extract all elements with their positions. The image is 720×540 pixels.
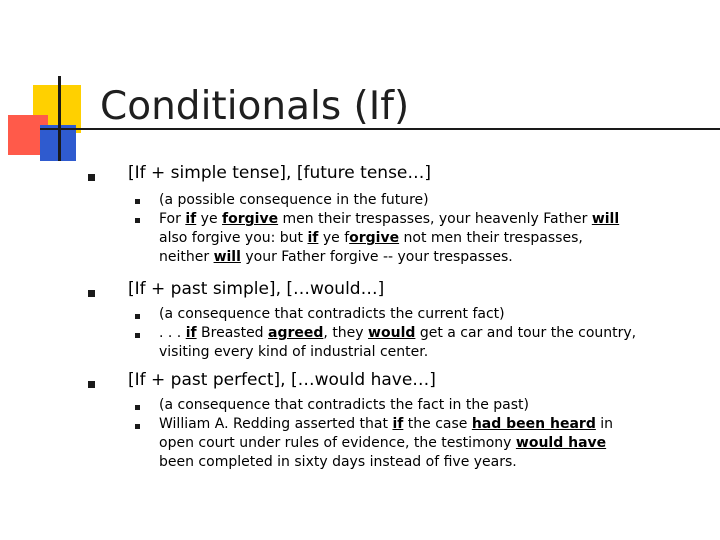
section-heading-3: [If + past perfect], […would have…] <box>128 370 436 390</box>
text-line: also forgive you: but if ye forgive not men their trespasses, <box>159 230 583 246</box>
emphasized-word: orgive <box>349 230 400 246</box>
emphasized-word: would <box>368 325 416 341</box>
decor-vertical-line <box>58 76 61 161</box>
section-heading-1: [If + simple tense], [future tense…] <box>128 163 432 183</box>
slide-title: Conditionals (If) <box>100 84 410 129</box>
emphasized-word: will <box>591 211 620 227</box>
sub-bullet-marker <box>135 424 140 429</box>
sub-bullet-marker <box>135 333 140 338</box>
section-heading-2: [If + past simple], […would…] <box>128 279 385 299</box>
text-line: been completed in sixty days instead of five years. <box>159 454 517 470</box>
emphasized-word: if <box>185 211 197 227</box>
sub-item-text: (a possible consequence in the future) <box>159 192 429 208</box>
emphasized-word: forgive <box>222 211 279 227</box>
bullet-marker <box>88 290 95 297</box>
sub-bullet-marker <box>135 405 140 410</box>
sub-item-text <box>159 210 619 267</box>
sub-bullet-marker <box>135 199 140 204</box>
text-line: neither will your Father forgive -- your trespasses. <box>159 249 513 265</box>
text-line: . . . if Breasted agreed, they would get a car and tour the country, <box>159 325 637 341</box>
emphasized-word: had been heard <box>471 416 596 432</box>
text-line: visiting every kind of industrial center. <box>159 344 429 360</box>
bullet-marker <box>88 381 95 388</box>
bullet-marker <box>88 174 95 181</box>
sub-bullet-marker <box>135 314 140 319</box>
text-line: open court under rules of evidence, the testimony would have <box>159 435 607 451</box>
text-line: For if ye forgive men their trespasses, your heavenly Father will <box>159 211 620 227</box>
emphasized-word: if <box>185 325 197 341</box>
emphasized-word: if <box>392 416 404 432</box>
emphasized-word: if <box>307 230 319 246</box>
emphasized-word: will <box>213 249 241 265</box>
sub-item-text: (a consequence that contradicts the current fact) <box>159 306 505 322</box>
sub-item-text <box>159 324 636 362</box>
emphasized-word: agreed <box>268 325 324 341</box>
text-line: William A. Redding asserted that if the case had been heard in <box>159 416 614 432</box>
emphasized-word: would have <box>515 435 607 451</box>
sub-bullet-marker <box>135 218 140 223</box>
sub-item-text: (a consequence that contradicts the fact in the past) <box>159 397 530 413</box>
sub-item-text <box>159 415 613 472</box>
